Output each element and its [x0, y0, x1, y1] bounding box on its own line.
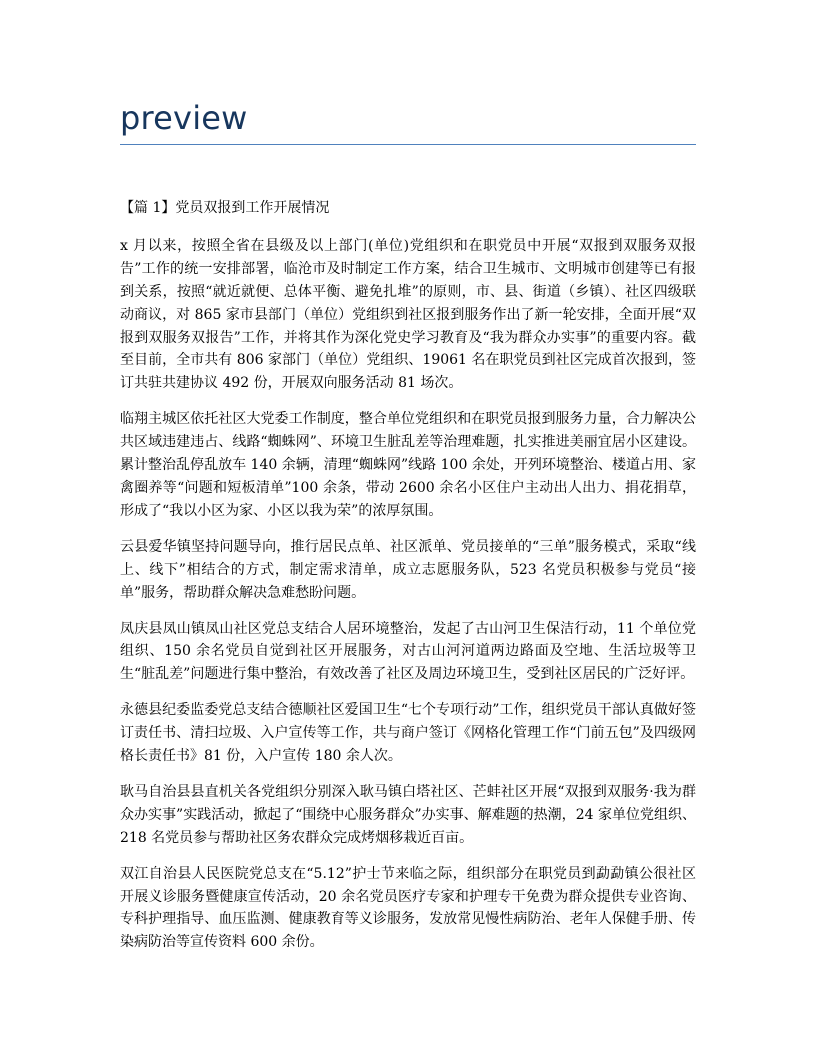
paragraph-3: 云县爱华镇坚持问题导向，推行居民点单、社区派单、党员接单的“三单”服务模式，采取“线上、线下”相结合的方式，制定需求清单，成立志愿服务队，523 名党员积极参与党员“接单”服务，帮助群众解决急难愁盼问题。 [120, 538, 696, 601]
section-heading: 【篇 1】党员双报到工作开展情况 [120, 200, 330, 216]
paragraph-5: 永德县纪委监委党总支结合德顺社区爱国卫生“七个专项行动”工作，组织党员干部认真做好签订责任书、清扫垃圾、入户宣传等工作，共与商户签订《网格化管理工作“门前五包”及四级网格长责任书》81 份，入户宣传 180 余人次。 [120, 702, 696, 765]
paragraph-7: 双江自治县人民医院党总支在“5.12”护士节来临之际，组织部分在职党员到勐勐镇公很社区开展义诊服务暨健康宣传活动，20 余名党员医疗专家和护理专干免费为群众提供专业咨询、专科护理指导、血压监测、健康教育等义诊服务，发放常见慢性病防治、老年人保健手册、传染病防治等宣传资料 600 余份。 [120, 865, 696, 951]
paragraph-4: 凤庆县凤山镇凤山社区党总支结合人居环境整治，发起了古山河卫生保洁行动，11 个单位党组织、150 余名党员自觉到社区开展服务，对古山河河道两边路面及空地、生活垃圾等卫生“脏乱差”问题进行集中整治，有效改善了社区及周边环境卫生，受到社区居民的广泛好评。 [120, 620, 696, 683]
document-body [120, 197, 696, 967]
document-title: preview [120, 99, 248, 137]
title-divider [120, 144, 696, 145]
paragraph-6: 耿马自治县县直机关各党组织分别深入耿马镇白塔社区、芒蚌社区开展“双报到双服务·我为群众办实事”实践活动，掀起了“围绕中心服务群众”办实事、解难题的热潮，24 家单位党组织、218 名党员参与帮助社区务农群众完成烤烟移栽近百亩。 [120, 783, 696, 846]
paragraph-1: x 月以来，按照全省在县级及以上部门(单位)党组织和在职党员中开展“双报到双服务双报告”工作的统一安排部署，临沧市及时制定工作方案，结合卫生城市、文明城市创建等已有报到关系，按照“就近就便、总体平衡、避免扎堆”的原则，市、县、街道（乡镇）、社区四级联动商议，对 865 家市县部门（单位）党组织到社区报到服务作出了新一轮安排，全面开展“双报到双服务双报告”工作，并将其作为深化党史学习教育及“我为群众办实事”的重要内容。截至目前，全市共有 806 家部门（单位）党组织、19061 名在职党员到社区完成首次报到，签订共驻共建协议 492 份，开展双向服务活动 81 场次。 [120, 237, 696, 392]
paragraph-2: 临翔主城区依托社区大党委工作制度，整合单位党组织和在职党员报到服务力量，合力解决公共区域违建违占、线路“蜘蛛网”、环境卫生脏乱差等治理难题，扎实推进美丽宜居小区建设。累计整治乱停乱放车 140 余辆，清理“蜘蛛网”线路 100 余处，开列环境整治、楼道占用、家禽圈养等“问题和短板清单”100 余条，带动 2600 余名小区住户主动出人出力、捐花捐草，形成了“我以小区为家、小区以我为荣”的浓厚氛围。 [120, 411, 696, 519]
